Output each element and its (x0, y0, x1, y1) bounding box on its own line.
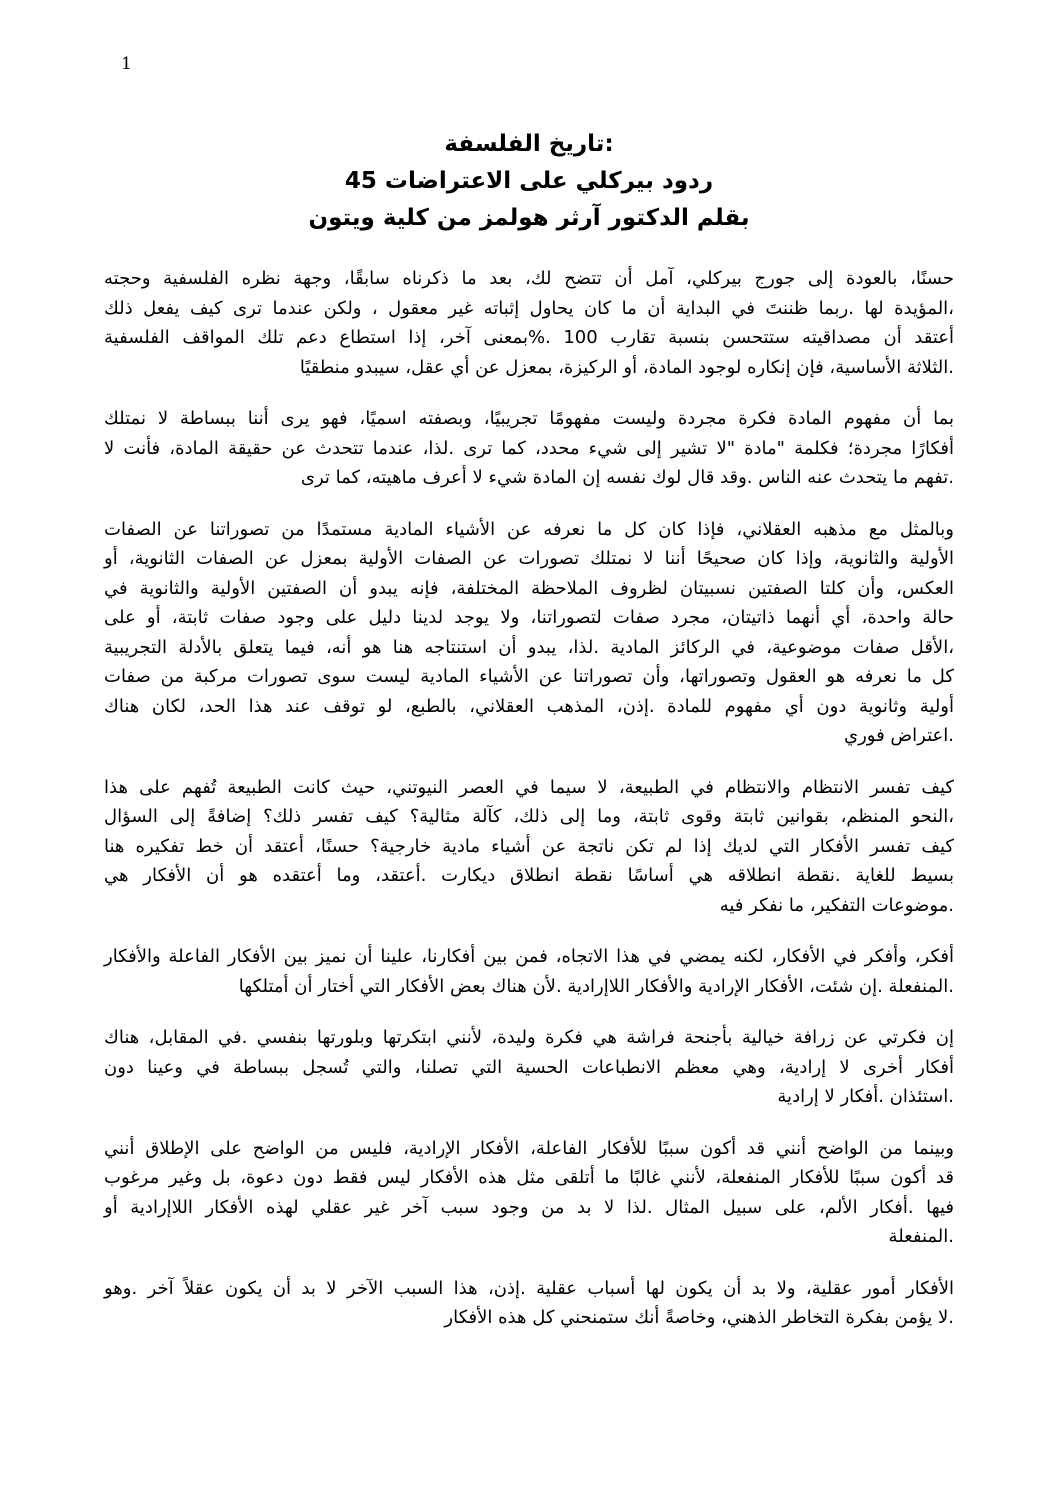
paragraph-line: كيف تفسر الأفكار التي لديك إذا لم تكن ناتجة عن أشياء مادية خارجية؟ حسنًا، أعتقد أن خط تفكيره هنا (104, 835, 954, 857)
title-line-series: :تاريخ الفلسفة (444, 131, 614, 157)
paragraph-line: قد أكون سببًا للأفكار المنفعلة، لأنني غالبًا ما أتلقى مثل هذه الأفكار ليس فقط دون دعوة، بل وغير مرغوب (104, 1167, 954, 1188)
paragraph-line: كل ما نعرفه هو العقول وتصوراتها، وأن تصوراتنا عن الأشياء المادية ليست سوى تصورات مركبة من صفات (104, 666, 954, 687)
paragraph-line: أفكارًا مجردة؛ فكلمة "مادة "لا تشير إلى شيء محدد، كما ترى .لذا، عندما تتحدث عن حقيقة المادة، فأنت لا (104, 437, 954, 459)
paragraph-line: ،الأقل صفات موضوعية، في الركائز المادية .لذا، يبدو أن استنتاجه هنا هو أنه، فيما يتعلق بالأدلة التجريبية (104, 636, 954, 658)
paragraph-line: الأفكار أمور عقلية، ولا بد أن يكون لها أسباب عقلية .إذن، هذا السبب الآخر لا بد أن يكون عقلاً آخر .وهو (104, 1277, 954, 1299)
paragraph-line: الأولية والثانوية، وإذا كان صحيحًا أننا لا نمتلك تصورات عن الصفات الأولية بمعزل عن الصفات الثانوية، أو (104, 548, 954, 569)
paragraph-line: وبينما من الواضح أنني قد أكون سببًا للأفكار الفاعلة، الأفكار الإرادية، فليس من الواضح على الإطلاق أنني (104, 1137, 954, 1159)
document-content (104, 126, 954, 1333)
paragraph-line: .المنفعلة .إن شئت، الأفكار الإرادية والأفكار اللاإرادية .لأن هناك بعض الأفكار التي أختار أن أمتلكها (238, 975, 954, 997)
paragraph-line: .اعتراض فوري (844, 725, 954, 746)
paragraph (104, 1023, 954, 1112)
paragraph (104, 942, 954, 1001)
paragraph-line: أولية وثانوية دون أي مفهوم للمادة .إذن، المذهب العقلاني، بالطبع، لو توقف عند هذا الحد، لكان هناك (104, 695, 954, 717)
paragraph-line: .موضوعات التفكير، ما نفكر فيه (719, 894, 954, 916)
paragraph (104, 1134, 954, 1252)
paragraph-line: كيف تفسر الانتظام والانتظام في الطبيعة، لا سيما في العصر النيوتني، حيث كانت الطبيعة تُفهم على هذا (104, 776, 954, 798)
paragraph-line: بما أن مفهوم المادة فكرة مجردة وليست مفهومًا تجريبيًا، وبصفته اسميًا، فهو يرى أننا ببساطة لا نمتلك (104, 408, 954, 429)
paragraph-line: .المنفعلة (888, 1226, 954, 1247)
paragraph-line: أعتقد أن مصداقيته ستتحسن بنسبة تقارب 100 .%بمعنى آخر، إذا استطاع دعم تلك المواقف الفلسفية (104, 327, 954, 348)
paragraph (104, 1274, 954, 1333)
paragraph-line: ،المؤيدة لها .ربما ظننتَ في البداية أن ما كان يحاول إثباته غير معقول ، ولكن عندما ترى كيف يفعل ذلك (104, 297, 954, 319)
page-number: 1 (121, 54, 132, 74)
paragraph-line: فيها .أفكار الألم، على سبيل المثال .لذا لا بد من وجود سبب آخر غير عقلي لهذه الأفكار اللاإرادية أو (104, 1196, 954, 1218)
paragraph (104, 515, 954, 751)
paragraph-line: حالة واحدة، أي أنهما ذاتيتان، مجرد صفات لتصوراتنا، ولا يوجد لدينا دليل على وجود صفات ثابتة، أو على (104, 607, 954, 628)
paragraph-line: بسيط للغاية .نقطة انطلاقه هي أساسًا نقطة انطلاق ديكارت .أعتقد، وما أعتقده هو أن الأفكار هي (104, 865, 954, 886)
paragraph-line: .استئذان .أفكار لا إرادية (777, 1086, 954, 1107)
paragraph-line: أفكر، وأفكر في الأفكار، لكنه يمضي في هذا الاتجاه، فمن بين أفكارنا، علينا أن نميز بين الأفكار الفاعلة والأفكار (104, 946, 954, 967)
paragraph-line: حسنًا، بالعودة إلى جورج بيركلي، آمل أن تتضح لك، بعد ما ذكرناه سابقًا، وجهة نظره الفلسفية وحجته (104, 268, 954, 289)
title-line-lecture: ردود بيركلي على الاعتراضات 45 (344, 168, 714, 194)
title-line-author: بقلم الدكتور آرثر هولمز من كلية ويتون (308, 205, 750, 231)
paragraph (104, 264, 954, 382)
document-title (104, 126, 954, 237)
document-body (104, 264, 954, 1333)
paragraph-line: .تفهم ما يتحدث عنه الناس .وقد قال لوك نفسه إن المادة شيء لا أعرف ماهيته، كما ترى (300, 467, 954, 488)
paragraph-line: ،النحو المنظم، بقوانين ثابتة وقوى ثابتة، وما إلى ذلك، كآلة مثالية؟ كيف تفسر ذلك؟ إضافةً إلى السؤال (104, 806, 954, 827)
paragraph-line: وبالمثل مع مذهبه العقلاني، فإذا كان كل ما نعرفه عن الأشياء المادية مستمدًا من تصوراتنا عن الصفات (104, 518, 954, 540)
paragraph-line: العكس، وأن كلتا الصفتين نسبيتان لظروف الملاحظة المختلفة، فإنه يبدو أن الصفتين الأولية والثانوية في (104, 577, 954, 599)
paragraph-line: أفكار أخرى لا إرادية، وهي معظم الانطباعات الحسية التي تصلنا، والتي تُسجل ببساطة في وعينا دون (104, 1056, 954, 1078)
paragraph-line: .الثلاثة الأساسية، فإن إنكاره لوجود المادة، أو الركيزة، بمعزل عن أي عقل، سيبدو منطقيًا (299, 356, 954, 378)
paragraph-line: إن فكرتي عن زرافة خيالية بأجنحة فراشة هي فكرة وليدة، لأنني ابتكرتها وبلورتها بنفسي .في المقابل، هناك (104, 1027, 954, 1048)
paragraph-line: .لا يؤمن بفكرة التخاطر الذهني، وخاصةً أنك ستمنحني كل هذه الأفكار (444, 1307, 954, 1328)
paragraph (104, 773, 954, 921)
paragraph (104, 404, 954, 493)
